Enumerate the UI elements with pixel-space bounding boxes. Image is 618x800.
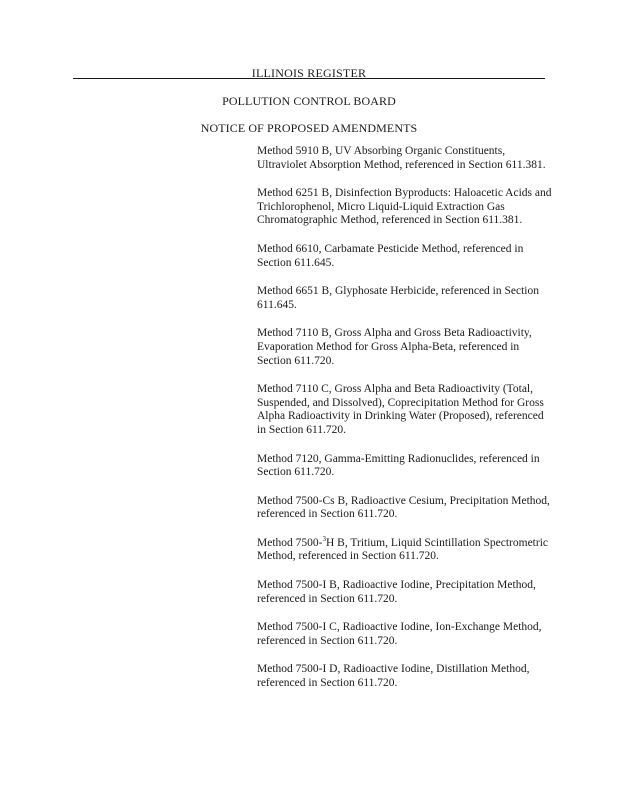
method-item: Method 6251 B, Disinfection Byproducts: Haloacetic Acids and Trichlorophenol, Micro Liquid-Liquid Extraction Gas Chromatographic Method, referenced in Section 611.381. <box>257 187 552 227</box>
method-list <box>257 145 552 706</box>
method-item: Method 7500-I D, Radioactive Iodine, Distillation Method, referenced in Section 611.720. <box>257 663 530 690</box>
method-item-tritium <box>257 537 552 564</box>
method-item: Method 7500-I C, Radioactive Iodine, Ion-Exchange Method, referenced in Section 611.720. <box>257 621 542 647</box>
method-item: Method 7120, Gamma-Emitting Radionuclides, referenced in Section 611.720. <box>257 452 540 479</box>
isotope-superscript: 3 <box>322 535 326 544</box>
method-suffix: H B, Tritium, Liquid Scintillation Spectrometric Method, referenced in Section 611.720. <box>257 536 548 563</box>
header-rule <box>73 78 545 79</box>
notice-heading: NOTICE OF PROPOSED AMENDMENTS <box>200 121 418 135</box>
method-item: Method 6651 B, Glyphosate Herbicide, referenced in Section 611.645. <box>257 285 539 311</box>
method-item: Method 7500-Cs B, Radioactive Cesium, Precipitation Method, referenced in Section 611.720. <box>257 494 550 521</box>
board-name: POLLUTION CONTROL BOARD <box>222 94 396 108</box>
method-prefix: Method 7500- <box>257 536 323 549</box>
method-item: Method 5910 B, UV Absorbing Organic Constituents, Ultraviolet Absorption Method, referenced in Section 611.381. <box>257 145 546 171</box>
method-item: Method 7110 C, Gross Alpha and Beta Radioactivity (Total, Suspended, and Dissolved), Coprecipitation Method for Gross Alpha Radioactivity in Drinking Water (Proposed), referenced in Section 611.720. <box>257 383 544 436</box>
register-title: ILLINOIS REGISTER <box>251 66 367 80</box>
method-item: Method 7500-I B, Radioactive Iodine, Precipitation Method, referenced in Section 611.720. <box>257 579 536 605</box>
method-item: Method 7110 B, Gross Alpha and Gross Beta Radioactivity, Evaporation Method for Gross Alpha-Beta, referenced in Section 611.720. <box>257 327 532 367</box>
method-item: Method 6610, Carbamate Pesticide Method, referenced in Section 611.645. <box>257 242 524 269</box>
